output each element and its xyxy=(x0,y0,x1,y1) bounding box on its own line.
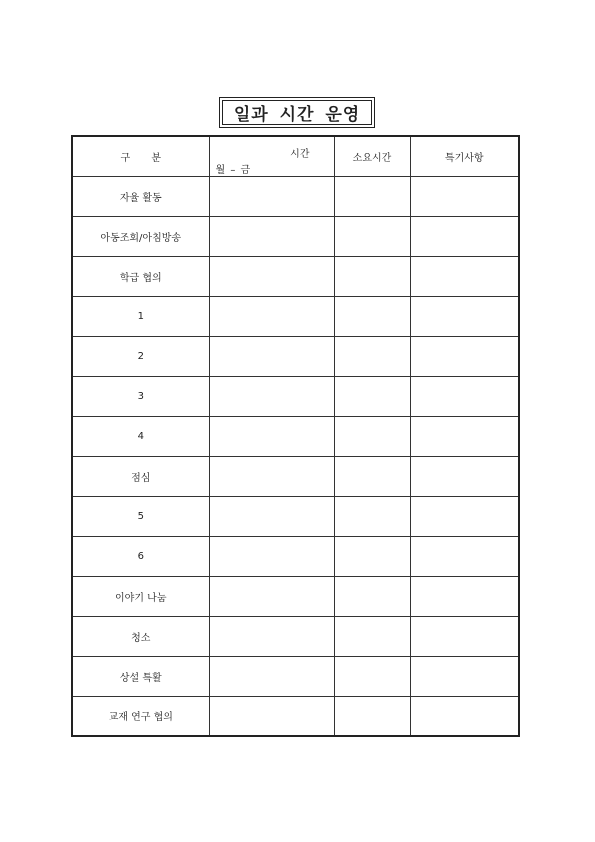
row-label-cell: 점심 xyxy=(72,456,209,496)
header-days-label: 월 – 금 xyxy=(215,165,251,176)
row-label-cell: 5 xyxy=(72,496,209,536)
table-row xyxy=(72,176,519,216)
time-cell[interactable] xyxy=(209,296,334,336)
time-cell[interactable] xyxy=(209,536,334,576)
row-label-cell: 아동조회/아침방송 xyxy=(72,216,209,256)
duration-cell[interactable] xyxy=(334,656,410,696)
row-label-cell: 2 xyxy=(72,336,209,376)
table-row xyxy=(72,296,519,336)
time-cell[interactable] xyxy=(209,256,334,296)
header-time-label: 시간 xyxy=(290,149,310,160)
table-row xyxy=(72,536,519,576)
remarks-cell[interactable] xyxy=(410,216,519,256)
duration-cell[interactable] xyxy=(334,176,410,216)
table-row xyxy=(72,616,519,656)
duration-cell[interactable] xyxy=(334,416,410,456)
row-label-cell: 이야기 나눔 xyxy=(72,576,209,616)
time-cell[interactable] xyxy=(209,416,334,456)
row-label-cell: 자율 활동 xyxy=(72,176,209,216)
time-cell[interactable] xyxy=(209,576,334,616)
table-row xyxy=(72,696,519,736)
row-label-cell: 상설 특활 xyxy=(72,656,209,696)
time-cell[interactable] xyxy=(209,456,334,496)
header-duration: 소요시간 xyxy=(334,136,410,176)
remarks-cell[interactable] xyxy=(410,176,519,216)
remarks-cell[interactable] xyxy=(410,456,519,496)
duration-cell[interactable] xyxy=(334,376,410,416)
duration-cell[interactable] xyxy=(334,576,410,616)
duration-cell[interactable] xyxy=(334,616,410,656)
header-category xyxy=(72,136,209,176)
table-row xyxy=(72,456,519,496)
table-row xyxy=(72,496,519,536)
row-label-cell: 4 xyxy=(72,416,209,456)
schedule-table xyxy=(71,135,520,737)
row-label-cell: 교재 연구 협의 xyxy=(72,696,209,736)
header-remarks: 특기사항 xyxy=(410,136,519,176)
duration-cell[interactable] xyxy=(334,336,410,376)
remarks-cell[interactable] xyxy=(410,616,519,656)
table-row xyxy=(72,336,519,376)
table-row xyxy=(72,656,519,696)
remarks-cell[interactable] xyxy=(410,536,519,576)
table-row xyxy=(72,376,519,416)
remarks-cell[interactable] xyxy=(410,336,519,376)
table-row xyxy=(72,576,519,616)
page-title: 일과 시간 운영 xyxy=(233,105,361,125)
remarks-cell[interactable] xyxy=(410,256,519,296)
table-row xyxy=(72,416,519,456)
duration-cell[interactable] xyxy=(334,496,410,536)
header-category-label: 구 분 xyxy=(120,152,161,164)
header-row xyxy=(72,136,519,176)
page-title-inner-border xyxy=(222,100,372,125)
remarks-cell[interactable] xyxy=(410,696,519,736)
remarks-cell[interactable] xyxy=(410,656,519,696)
header-time xyxy=(209,136,334,176)
page-title-box xyxy=(219,97,375,128)
time-cell[interactable] xyxy=(209,176,334,216)
row-label-cell: 3 xyxy=(72,376,209,416)
time-cell[interactable] xyxy=(209,376,334,416)
duration-cell[interactable] xyxy=(334,456,410,496)
row-label-cell: 1 xyxy=(72,296,209,336)
time-cell[interactable] xyxy=(209,216,334,256)
row-label-cell: 6 xyxy=(72,536,209,576)
time-cell[interactable] xyxy=(209,496,334,536)
remarks-cell[interactable] xyxy=(410,576,519,616)
remarks-cell[interactable] xyxy=(410,296,519,336)
row-label-cell: 학급 협의 xyxy=(72,256,209,296)
remarks-cell[interactable] xyxy=(410,376,519,416)
duration-cell[interactable] xyxy=(334,696,410,736)
time-cell[interactable] xyxy=(209,616,334,656)
remarks-cell[interactable] xyxy=(410,416,519,456)
duration-cell[interactable] xyxy=(334,296,410,336)
table-row xyxy=(72,216,519,256)
duration-cell[interactable] xyxy=(334,216,410,256)
time-cell[interactable] xyxy=(209,336,334,376)
remarks-cell[interactable] xyxy=(410,496,519,536)
table-row xyxy=(72,256,519,296)
duration-cell[interactable] xyxy=(334,536,410,576)
time-cell[interactable] xyxy=(209,656,334,696)
duration-cell[interactable] xyxy=(334,256,410,296)
row-label-cell: 청소 xyxy=(72,616,209,656)
time-cell[interactable] xyxy=(209,696,334,736)
